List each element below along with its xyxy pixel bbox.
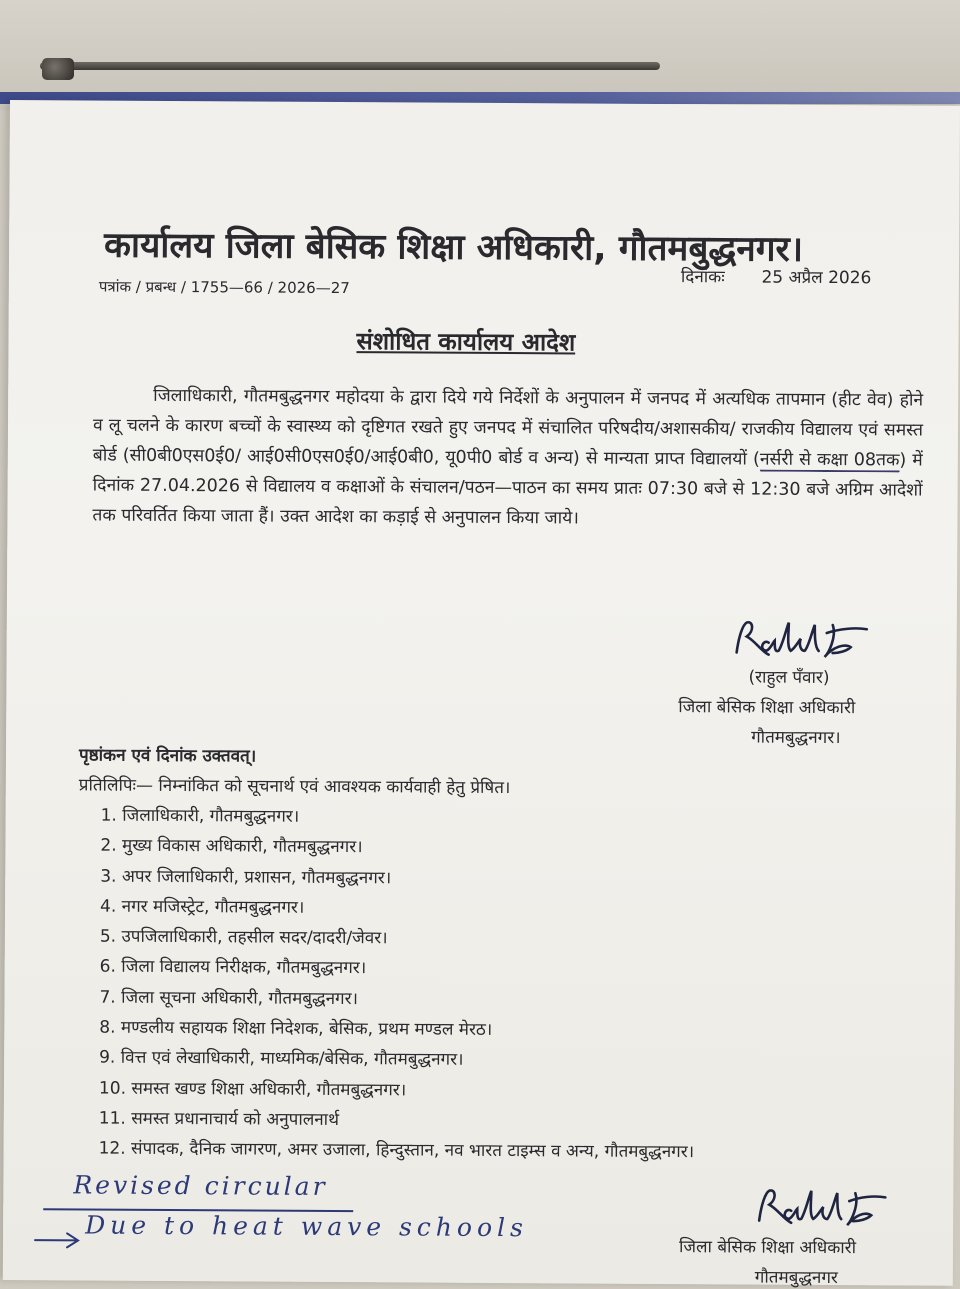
list-item: 9. वित्त एवं लेखाधिकारी, माध्यमिक/बेसिक, गौतमबुद्धनगर। (99, 1047, 464, 1071)
body-underlined-text: नर्सरी से कक्षा 08तक (759, 449, 900, 471)
letter-date (681, 264, 872, 288)
body-text-part2: ) में दिनांक 27.04.2026 से विद्यालय व कक्षाओं के संचालन/पठन—पाठन का समय प्रातः 07:30 बजे से 12:30 बजे अग्रिम आदेशों तक परिवर्तित किया जाता हैं। उक्त आदेश का कड़ाई से अनुपालन किया जाये। (92, 450, 923, 529)
date-value: 25 अप्रैल 2026 (761, 267, 872, 289)
date-label: दिनांकः (680, 267, 725, 288)
document-page (3, 100, 960, 1289)
copy-recipient-list (98, 803, 696, 1170)
signatory-title-2: जिला बेसिक शिक्षा अधिकारी (678, 1237, 857, 1259)
endorsement-line: पृष्ठांकन एवं दिनांक उक्तवत्। (78, 745, 257, 767)
handwritten-note-line1: Revised circular (73, 1170, 328, 1201)
signatory-name: (राहुल पँवार) (748, 667, 830, 689)
clip-screw-icon (42, 58, 74, 80)
list-item: 12. संपादक, दैनिक जागरण, अमर उजाला, हिन्दुस्तान, नव भारत टाइम्स व अन्य, गौतमबुद्धनगर। (98, 1138, 695, 1163)
office-heading: कार्यालय जिला बेसिक शिक्षा अधिकारी, गौतमबुद्धनगर। (103, 225, 804, 270)
signature-scribble-2 (751, 1185, 901, 1232)
list-item: 2. मुख्य विकास अधिकारी, गौतमबुद्धनगर। (100, 835, 363, 858)
list-item: 10. समस्त खण्ड शिक्षा अधिकारी, गौतमबुद्धनगर। (98, 1078, 407, 1101)
clip-rod (40, 62, 660, 70)
list-item: 7. जिला सूचना अधिकारी, गौतमबुद्धनगर। (99, 987, 359, 1009)
order-subject: संशोधित कार्यालय आदेश (356, 327, 576, 357)
handwritten-arrow-icon (33, 1230, 81, 1250)
copy-to-line: प्रतिलिपिः— निम्नांकित को सूचनार्थ एवं आवश्यक कार्यवाही हेतु प्रेषित। (78, 775, 511, 799)
list-item: 1. जिलाधिकारी, गौतमबुद्धनगर। (100, 805, 300, 827)
signature-scribble (729, 616, 889, 665)
handwritten-note-line2: Due to heat wave schools (85, 1210, 528, 1243)
list-item: 6. जिला विद्यालय निरीक्षक, गौतमबुद्धनगर। (99, 957, 367, 979)
list-item: 8. मण्डलीय सहायक शिक्षा निदेशक, बेसिक, प्रथम मण्डल मेरठ। (99, 1017, 493, 1041)
signatory-title: जिला बेसिक शिक्षा अधिकारी (678, 697, 856, 719)
list-item: 4. नगर मजिस्ट्रेट, गौतमबुद्धनगर। (100, 896, 305, 918)
list-item: 11. समस्त प्रधानाचार्य को अनुपालनार्थ (98, 1108, 340, 1130)
letter-number: पत्रांक / प्रबन्ध / 1755—66 / 2026—27 (98, 277, 350, 298)
body-text-part1: जिलाधिकारी, गौतमबुद्धनगर महोदया के द्वारा दिये गये निर्देशों के अनुपालन में जनपद में अत्यधिक तापमान (हीट वेव) होने व लू चलने के कारण बच्चों के स्वास्थ्य को दृष्टिगत रखते हुए जनपद में संचालित परिषदीय/अशासकीय/ राजकीय विद्यालय एवं समस्त बोर्ड (सी0बी0एस0ई0/ आई0सी0एस0ई0/आई0बी0, यू0पी0 बोर्ड व अन्य) से मान्यता प्राप्त विद्यालयों ( (92, 385, 924, 470)
order-body (92, 381, 923, 536)
signatory-place: गौतमबुद्धनगर। (751, 727, 841, 749)
signatory-place-2: गौतमबुद्धनगर (754, 1267, 838, 1289)
list-item: 3. अपर जिलाधिकारी, प्रशासन, गौतमबुद्धनगर। (100, 866, 392, 888)
list-item: 5. उपजिलाधिकारी, तहसील सदर/दादरी/जेवर। (99, 926, 388, 949)
